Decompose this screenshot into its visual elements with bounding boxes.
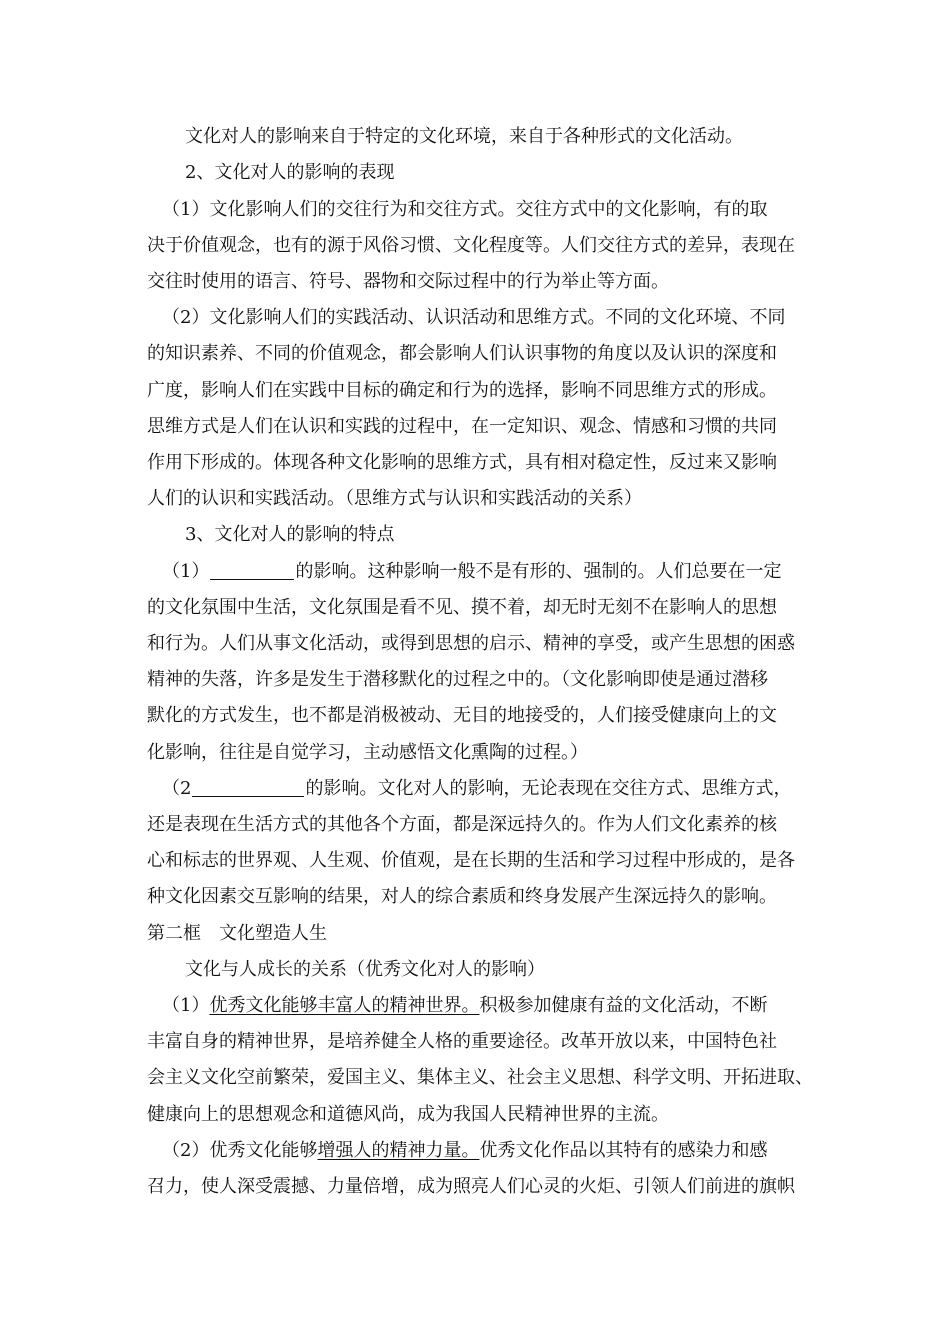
text-segment: （1） xyxy=(162,995,210,1016)
text-line: 种文化因素交互影响的结果，对人的综合素质和终身发展产生深远持久的影响。 xyxy=(147,886,777,907)
text-segment: （2）优秀文化能够 xyxy=(162,1140,318,1161)
underlined-text: 优秀文化能够丰富人的精神世界。 xyxy=(209,995,480,1016)
text-segment: （1） xyxy=(162,561,210,582)
text-line xyxy=(162,995,822,1017)
chapter-heading: 第二框 文化塑造人生 xyxy=(147,923,327,944)
text-line: 作用下形成的。体现各种文化影响的思维方式，具有相对稳定性，反过来又影响 xyxy=(147,452,777,473)
answer-blank[interactable] xyxy=(210,561,294,580)
text-segment: 的影响。这种影响一般不是有形的、强制的。人们总要在一定 xyxy=(295,561,782,582)
text-line: 会主义文化空前繁荣，爱国主义、集体主义、社会主义思想、科学文明、开拓进取、 xyxy=(147,1067,813,1088)
text-line: （1）文化影响人们的交往行为和交往方式。交往方式中的文化影响，有的取 xyxy=(162,199,768,220)
text-segment: （2 xyxy=(162,778,192,799)
answer-blank[interactable] xyxy=(192,778,304,797)
text-line: 丰富自身的精神世界，是培养健全人格的重要途径。改革开放以来，中国特色社 xyxy=(147,1031,777,1052)
text-segment: 的影响。文化对人的影响，无论表现在交往方式、思维方式， xyxy=(305,778,792,799)
text-segment: 积极参加健康有益的文化活动，不断 xyxy=(479,995,768,1016)
text-line: 化影响，往往是自觉学习，主动感悟文化熏陶的过程。） xyxy=(147,742,588,763)
text-line: 人们的认识和实践活动。（思维方式与认识和实践活动的关系） xyxy=(147,488,642,509)
section-heading: 2、文化对人的影响的表现 xyxy=(185,162,395,183)
text-line: （2）文化影响人们的实践活动、认识活动和思维方式。不同的文化环境、不同 xyxy=(162,307,786,328)
fill-in-line xyxy=(162,778,822,800)
text-line: 和行为。人们从事文化活动，或得到思想的启示、精神的享受，或产生思想的困惑 xyxy=(147,633,795,654)
underlined-text: 增强人的精神力量。 xyxy=(317,1140,480,1161)
text-line: 广度，影响人们在实践中目标的确定和行为的选择，影响不同思维方式的形成。 xyxy=(147,380,777,401)
section-heading: 文化与人成长的关系（优秀文化对人的影响） xyxy=(185,959,545,980)
text-line: 文化对人的影响来自于特定的文化环境，来自于各种形式的文化活动。 xyxy=(185,126,743,147)
text-segment: 优秀文化作品以其特有的感染力和感 xyxy=(479,1140,768,1161)
section-heading: 3、文化对人的影响的特点 xyxy=(185,524,395,545)
text-line: 决于价值观念，也有的源于风俗习惯、文化程度等。人们交往方式的差异，表现在 xyxy=(147,235,795,256)
text-line: 精神的失落，许多是发生于潜移默化的过程之中的。（文化影响即使是通过潜移 xyxy=(147,669,768,690)
text-line: 召力，使人深受震撼、力量倍增，成为照亮人们心灵的火炬、引领人们前进的旗帜 xyxy=(147,1176,795,1197)
text-line: 交往时使用的语言、符号、器物和交际过程中的行为举止等方面。 xyxy=(147,271,669,292)
fill-in-line xyxy=(162,561,822,583)
text-line xyxy=(162,1140,822,1162)
text-line: 默化的方式发生，也不都是消极被动、无目的地接受的，人们接受健康向上的文 xyxy=(147,705,777,726)
text-line: 的文化氛围中生活，文化氛围是看不见、摸不着，却无时无刻不在影响人的思想 xyxy=(147,597,777,618)
text-line: 还是表现在生活方式的其他各个方面，都是深远持久的。作为人们文化素养的核 xyxy=(147,814,777,835)
text-line: 健康向上的思想观念和道德风尚，成为我国人民精神世界的主流。 xyxy=(147,1104,669,1125)
text-line: 思维方式是人们在认识和实践的过程中，在一定知识、观念、情感和习惯的共同 xyxy=(147,416,777,437)
text-line: 的知识素养、不同的价值观念，都会影响人们认识事物的角度以及认识的深度和 xyxy=(147,343,777,364)
text-line: 心和标志的世界观、人生观、价值观，是在长期的生活和学习过程中形成的，是各 xyxy=(147,850,795,871)
